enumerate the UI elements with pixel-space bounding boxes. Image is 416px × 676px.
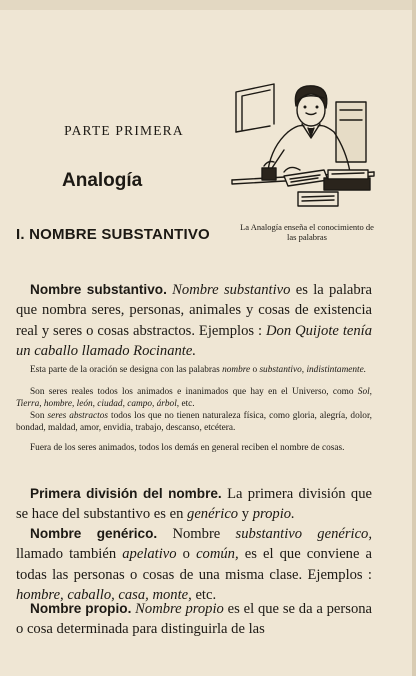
page-right-edge bbox=[412, 0, 416, 676]
part-heading: PARTE PRIMERA bbox=[64, 123, 184, 138]
chapter-title: I. NOMBRE SUBSTANTIVO bbox=[16, 226, 210, 243]
first-division-paragraph: Primera división del nombre. La primera división que se hace del substantivo es en genérico y propio. bbox=[16, 485, 372, 523]
first-division-heading: Primera división del nombre. bbox=[30, 485, 222, 501]
note-designation: Esta parte de la oración se designa con las palabras nombre o substantivo, indistintamente. bbox=[30, 365, 367, 376]
section-title: Analogía bbox=[62, 170, 143, 191]
illustration-caption: La Analogía enseña el conocimiento de las palabras bbox=[240, 222, 374, 242]
noun-definition-text: es la palabra que nombra seres, personas, animales y cosas de existencia real y seres o cosas abstractos. Ejemplos : bbox=[16, 281, 372, 339]
noun-definition-example: Don Quijote tenía un caballo llamado Rocinante. bbox=[16, 322, 372, 360]
generic-noun-heading: Nombre genérico. bbox=[30, 525, 158, 541]
page-top-edge bbox=[0, 0, 416, 10]
generic-noun-paragraph: Nombre genérico. Nombre substantivo genérico, llamado también apelativo o común, es el que conviene a todas las personas o cosas de una misma clase. Ejemplos : hombre, caballo, casa, monte, etc. bbox=[16, 525, 373, 604]
note-abstract-beings: Son seres abstractos todos los que no tienen naturaleza física, como gloria, alegría, dolor, bondad, maldad, amor, envidia, trabajo, descanso, etcétera. bbox=[16, 411, 373, 433]
proper-noun-paragraph: Nombre propio. Nombre propio es el que se da a persona o cosa determinada para distinguirla de las bbox=[16, 600, 373, 638]
note-things: Fuera de los seres animados, todos los demás en general reciben el nombre de cosas. bbox=[30, 443, 345, 454]
note-real-beings: Son seres reales todos los animados e inanimados que hay en el Universo, como Sol, Tierra, hombre, león, ciudad, campo, árbol, etc. bbox=[16, 387, 373, 409]
proper-noun-heading: Nombre propio. bbox=[30, 600, 132, 616]
boy-writing-illustration bbox=[228, 80, 378, 220]
noun-definition-heading: Nombre substantivo. bbox=[30, 281, 167, 297]
noun-definition-lead: Nombre substantivo bbox=[172, 281, 291, 298]
noun-definition-paragraph bbox=[16, 280, 372, 362]
